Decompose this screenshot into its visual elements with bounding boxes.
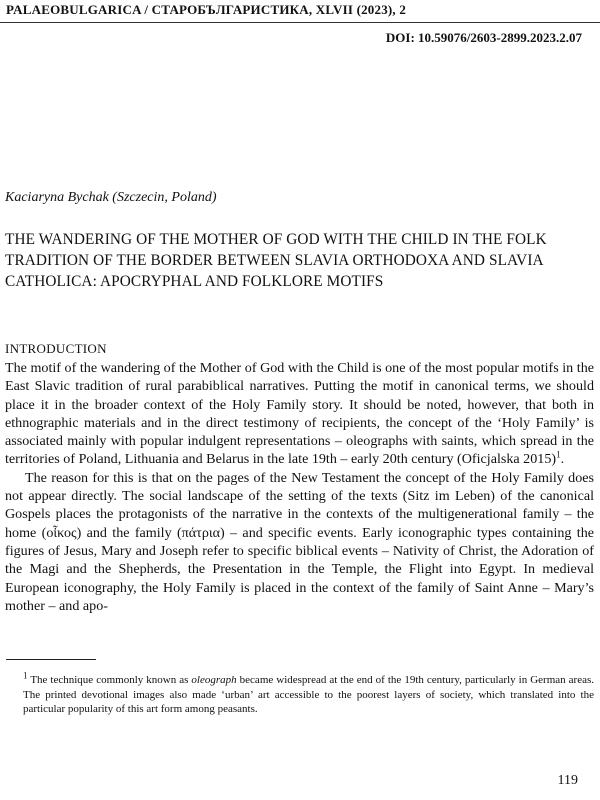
journal-title: PALAEOBULGARICA / СТАРОБЪЛГАРИСТИКА, XLVII (2023), 2 [6, 2, 407, 17]
footnote-term: oleograph [191, 674, 237, 686]
paragraph-text: The motif of the wandering of the Mother of God with the Child is one of the most popular motifs in the East Slavic tradition of rural parabiblical narratives. Putting the motif in canonical terms, we should place it in the broader context of the Holy Family story. It should be noted, however, that both in ethnographic materials and in the direct testimony of recipients, the concept of the ‘Holy Family’ is associated mainly with popular indulgent representations – oleographs with saints, which spread in the territories of Poland, Lithuania and Belarus in the late 19th – early 20th century (Oficjalska 2015) [5, 360, 594, 468]
section-heading: INTRODUCTION [5, 341, 107, 356]
footnote-text [5, 670, 594, 717]
footnote-reference: 1 [556, 449, 561, 460]
body-paragraph: The reason for this is that on the pages of the New Testament the concept of the Holy Family does not appear directly. The social landscape of the setting of the texts (Sitz im Leben) of the canonical Gospels places the protagonists of the narrative in the contexts of the multigenerational family – the home (οἶκος) and the family (πάτρια) – and specific events. Early iconographic types containing the figures of Jesus, Mary and Joseph refer to specific biblical events – Nativity of Christ, the Adoration of the Magi and the Shepherds, the Presentation in the Temple, the Flight into Egypt. In medieval European iconography, the Holy Family is placed in the context of the family of Saint Anne – Mary’s mother – and apo- [5, 469, 594, 614]
footnote-text-after: became widespread at the end of the 19th century, particularly in German areas. The printed devotional images also made ‘urban’ art accessible to the poorest layers of society, which translated into the particular popularity of this art form among peasants. [23, 674, 594, 716]
body-paragraph [5, 359, 594, 469]
author-line: Kaciaryna Bychak (Szczecin, Poland) [5, 190, 217, 205]
footnote-number: 1 [23, 670, 28, 681]
footnote [5, 670, 594, 717]
doi: DOI: 10.59076/2603-2899.2023.2.07 [385, 30, 582, 45]
paragraph-ending: . [560, 451, 565, 468]
footnote-text-before: The technique commonly known as [27, 674, 192, 686]
article-title: THE WANDERING OF THE MOTHER OF GOD WITH THE CHILD IN THE FOLK TRADITION OF THE BORDER BETWEEN SLAVIA ORTHODOXA AND SLAVIA CATHOLICA: APOCRYPHAL AND FOLKLORE MOTIFS [5, 231, 547, 290]
page-number: 119 [557, 773, 578, 788]
running-head [0, 0, 600, 23]
article-body [5, 359, 594, 615]
footnote-separator [6, 659, 96, 660]
